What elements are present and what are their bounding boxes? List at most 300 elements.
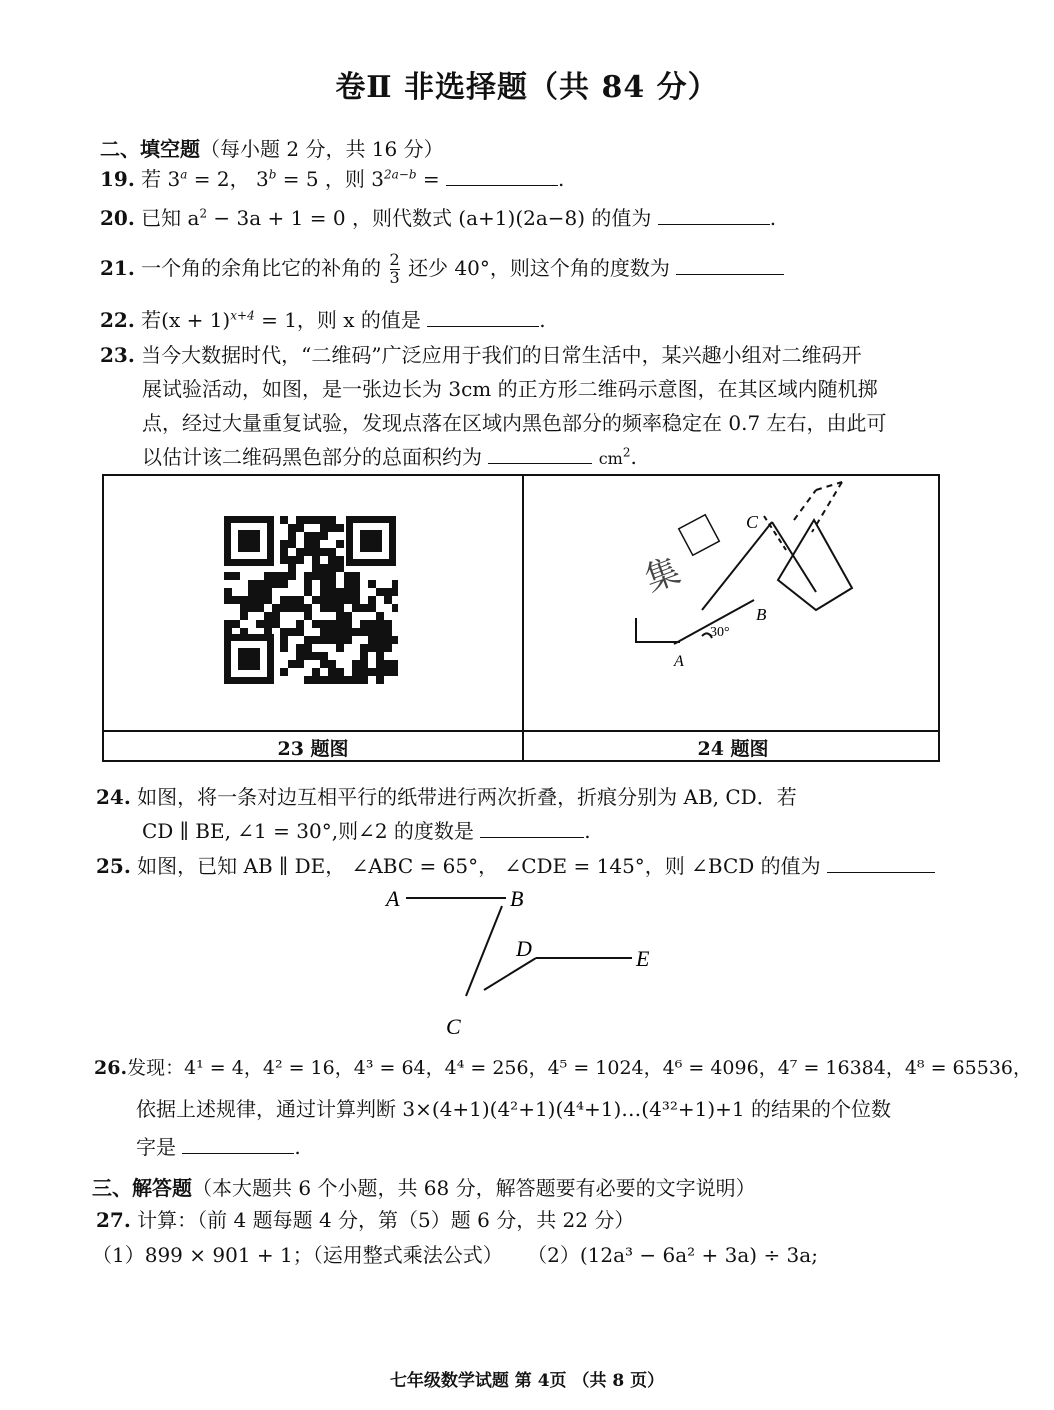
qr-module (360, 628, 368, 636)
question-19 (100, 166, 564, 192)
qr-module (384, 636, 392, 644)
qr-module (272, 580, 280, 588)
q19-sup-a: a (180, 167, 188, 182)
question-26 (94, 1056, 1032, 1081)
segment-cd (484, 958, 536, 990)
question-23-number: 23. (100, 343, 135, 367)
qr-module (336, 588, 344, 596)
figure-table-caption-line (104, 730, 938, 732)
qr-module (384, 644, 392, 652)
qr-module (336, 524, 344, 532)
label-b: B (756, 605, 767, 624)
page-title: 卷Ⅱ 非选择题（共 84 分） (335, 70, 719, 105)
q23-unit: cm (598, 449, 623, 468)
qr-module (344, 628, 352, 636)
qr-module (224, 572, 232, 580)
qr-module (256, 604, 264, 612)
label-a: A (674, 653, 684, 670)
q23-unit-sup: 2 (622, 445, 631, 460)
qr-module (336, 604, 344, 612)
qr-module (352, 660, 360, 668)
qr-module (328, 660, 336, 668)
answer-blank-22[interactable] (427, 308, 539, 327)
qr-module (336, 556, 344, 564)
question-25-number: 25. (96, 854, 131, 878)
q26-line-2: 依据上述规律，通过计算判断 3×(4+1)(4²+1)(4⁴+1)…(4³²+1)+1 的结果的个位数 (136, 1097, 891, 1121)
qr-module (296, 524, 304, 532)
qr-module (376, 660, 384, 668)
qr-module (328, 676, 336, 684)
qr-module (328, 516, 336, 524)
qr-module (280, 548, 288, 556)
qr-module (328, 620, 336, 628)
q26-line-1: 发现：4¹ = 4，4² = 16，4³ = 64，4⁴ = 256，4⁵ = 1024，4⁶ = 4096，4⁷ = 16384，4⁸ = 65536， (127, 1057, 1032, 1079)
qr-module (352, 604, 360, 612)
qr-module (368, 628, 376, 636)
qr-module (336, 620, 344, 628)
qr-module (328, 628, 336, 636)
q21-text-a: 一个角的余角比它的补角的 (141, 255, 382, 280)
label-point-e: E (636, 946, 650, 971)
qr-module (360, 676, 368, 684)
qr-module (344, 636, 352, 644)
qr-module (312, 572, 320, 580)
q24-line-2-row (142, 818, 591, 844)
qr-finder-top-right (346, 516, 396, 566)
qr-module (280, 572, 288, 580)
q24-line-1: 如图，将一条对边互相平行的纸带进行两次折叠，折痕分别为 AB, CD．若 (137, 785, 797, 809)
q26-line-3-row (136, 1134, 301, 1160)
q19-text-b: = 2， 3 (187, 167, 269, 191)
qr-module (272, 612, 280, 620)
qr-module (264, 580, 272, 588)
qr-module (320, 660, 328, 668)
qr-module (352, 676, 360, 684)
qr-module (368, 604, 376, 612)
fraction-denominator: 3 (389, 267, 400, 287)
qr-module (344, 596, 352, 604)
qr-module (352, 572, 360, 580)
qr-module (376, 628, 384, 636)
caption-figure-23: 23 题图 (277, 738, 349, 760)
q26-end: . (294, 1135, 301, 1159)
qr-finder-top-left (224, 516, 274, 566)
paper-strip-fold-figure (524, 460, 938, 728)
question-23 (100, 342, 862, 368)
qr-module (272, 572, 280, 580)
qr-module (328, 588, 336, 596)
qr-module (320, 636, 328, 644)
fold-line-cd (764, 516, 786, 550)
qr-module (264, 596, 272, 604)
qr-module (352, 596, 360, 604)
strip-edge-bottom (636, 618, 680, 642)
qr-module (296, 548, 304, 556)
qr-module (368, 636, 376, 644)
qr-module (320, 516, 328, 524)
qr-module (336, 676, 344, 684)
qr-module (328, 580, 336, 588)
qr-module (328, 604, 336, 612)
qr-module (320, 620, 328, 628)
q19-end: . (558, 167, 565, 191)
qr-module (352, 628, 360, 636)
qr-module (320, 532, 328, 540)
q20-sup-a: 2 (199, 206, 208, 221)
question-19-number: 19. (100, 167, 135, 191)
question-22 (100, 307, 546, 333)
qr-module (296, 516, 304, 524)
question-20 (100, 205, 776, 231)
q19-sup-b: b (268, 167, 277, 182)
q23-line-3-row (142, 410, 887, 436)
qr-module (304, 548, 312, 556)
qr-module (344, 612, 352, 620)
q25-text: 如图，已知 AB ∥ DE， ∠ABC = 65°， ∠CDE = 145°，则 ∠BCD 的值为 (137, 854, 821, 878)
fraction-two-thirds (390, 252, 400, 287)
qr-module (280, 596, 288, 604)
qr-module (384, 588, 392, 596)
qr-module (280, 628, 288, 636)
qr-module (336, 596, 344, 604)
q23-line-2-row (142, 376, 878, 402)
qr-module (360, 652, 368, 660)
q19-text-d: = (416, 167, 440, 191)
qr-module (328, 548, 336, 556)
answer-blank-19[interactable] (446, 167, 558, 186)
qr-module (368, 620, 376, 628)
section-3-label: 三、解答题 (92, 1176, 192, 1200)
qr-module (304, 532, 312, 540)
answer-blank-21[interactable] (676, 256, 784, 275)
qr-module (352, 668, 360, 676)
qr-module (280, 556, 288, 564)
qr-module (344, 676, 352, 684)
qr-module (384, 628, 392, 636)
qr-module (320, 572, 328, 580)
section-2-note: （每小题 2 分，共 16 分） (200, 137, 444, 161)
q19-sup-c: 2a−b (384, 167, 417, 182)
qr-module (224, 628, 232, 636)
qr-module (368, 644, 376, 652)
qr-module (256, 620, 264, 628)
qr-module (304, 604, 312, 612)
q20-text-a: 已知 a (141, 206, 200, 230)
qr-module (304, 636, 312, 644)
page-footer: 七年级数学试题 第 4页 （共 8 页） (389, 1371, 665, 1391)
section-3-heading (92, 1172, 756, 1201)
q23-line-3: 点，经过大量重复试验，发现点落在区域内黑色部分的频率稳定在 0.7 左右，由此可 (142, 411, 887, 435)
qr-module (304, 572, 312, 580)
qr-module (272, 604, 280, 612)
qr-module (384, 668, 392, 676)
qr-module (344, 620, 352, 628)
q27-part-2: （2）(12a³ − 6a² + 3a) ÷ 3a; (527, 1243, 818, 1267)
stamp-box (679, 515, 720, 556)
qr-finder-bottom-left (224, 634, 274, 684)
qr-module (328, 596, 336, 604)
qr-module (288, 524, 296, 532)
qr-module (288, 556, 296, 564)
q24-line-2: CD ∥ BE, ∠1 = 30°,则∠2 的度数是 (142, 819, 474, 843)
qr-module (312, 668, 320, 676)
qr-module (280, 604, 288, 612)
angle-label: 30° (710, 625, 730, 640)
question-24 (96, 784, 797, 810)
qr-module (224, 596, 232, 604)
qr-module (312, 540, 320, 548)
qr-module (304, 652, 312, 660)
answer-blank-25[interactable] (827, 854, 935, 873)
label-c: C (746, 512, 759, 532)
qr-module (320, 676, 328, 684)
qr-module (288, 540, 296, 548)
qr-module (280, 668, 288, 676)
strip-edge-left (702, 522, 772, 610)
qr-module (336, 540, 344, 548)
qr-module (376, 676, 384, 684)
qr-module (232, 572, 240, 580)
qr-module (288, 604, 296, 612)
q22-text-b: = 1，则 x 的值是 (254, 308, 421, 332)
qr-module (296, 604, 304, 612)
qr-module (232, 596, 240, 604)
qr-module (264, 572, 272, 580)
question-22-number: 22. (100, 308, 135, 332)
qr-module (376, 612, 384, 620)
caption-figure-24: 24 题图 (697, 738, 769, 760)
qr-module (296, 620, 304, 628)
qr-module (368, 668, 376, 676)
label-point-c: C (446, 1014, 461, 1039)
q20-text-b: − 3a + 1 = 0 ，则代数式 (a+1)(2a−8) 的值为 (207, 206, 652, 230)
qr-module (376, 588, 384, 596)
qr-module (280, 540, 288, 548)
folded-part (778, 520, 852, 610)
qr-module (224, 620, 232, 628)
qr-module (280, 580, 288, 588)
figure-table (102, 474, 940, 762)
q27-text: 计算：（前 4 题每题 4 分，第（5）题 6 分，共 22 分） (137, 1208, 635, 1232)
qr-module (336, 636, 344, 644)
qr-module (280, 636, 288, 644)
qr-module (304, 644, 312, 652)
qr-module (312, 556, 320, 564)
qr-module (304, 540, 312, 548)
q19-text-c: = 5 ，则 3 (276, 167, 385, 191)
qr-module (304, 676, 312, 684)
qr-module (328, 524, 336, 532)
qr-module (296, 652, 304, 660)
qr-module (312, 652, 320, 660)
qr-module (360, 604, 368, 612)
qr-module (312, 636, 320, 644)
question-25 (96, 853, 935, 879)
qr-module (264, 612, 272, 620)
question-27-number: 27. (96, 1208, 131, 1232)
q27-parts (92, 1242, 818, 1268)
answer-blank-24[interactable] (480, 819, 584, 838)
fraction-numerator: 2 (389, 250, 400, 269)
qr-module (352, 580, 360, 588)
qr-module (248, 604, 256, 612)
qr-module (256, 588, 264, 596)
qr-module (392, 668, 398, 676)
qr-module (320, 524, 328, 532)
qr-module (352, 588, 360, 596)
qr-module (248, 596, 256, 604)
qr-module (384, 620, 392, 628)
qr-module (392, 660, 398, 668)
q23-line-1: 当今大数据时代，“二维码”广泛应用于我们的日常生活中，某兴趣小组对二维码开 (141, 343, 862, 367)
q26-line-3: 字是 (136, 1135, 176, 1159)
label-point-b: B (510, 886, 524, 911)
q26-line-2-row (136, 1096, 891, 1122)
qr-module (360, 660, 368, 668)
qr-module (296, 644, 304, 652)
section-3-note: （本大题共 6 个小题，共 68 分，解答题要有必要的文字说明） (192, 1176, 756, 1200)
qr-module (376, 668, 384, 676)
qr-module (296, 556, 304, 564)
qr-module (328, 572, 336, 580)
qr-module (392, 588, 398, 596)
qr-module (264, 588, 272, 596)
q22-text-a: 若(x + 1) (141, 308, 231, 332)
label-point-a: A (386, 886, 400, 911)
qr-module (280, 644, 288, 652)
q23-line-2: 展试验活动，如图，是一张边长为 3cm 的正方形二维码示意图，在其区域内随机掷 (142, 377, 878, 401)
qr-module (288, 660, 296, 668)
qr-module (360, 620, 368, 628)
qr-module (392, 580, 398, 588)
qr-module (304, 516, 312, 524)
qr-module (256, 596, 264, 604)
qr-module (296, 628, 304, 636)
parallel-lines-figure (380, 880, 680, 1042)
qr-module (376, 636, 384, 644)
qr-module (288, 532, 296, 540)
qr-module (264, 620, 272, 628)
qr-module (360, 644, 368, 652)
qr-module (376, 652, 384, 660)
qr-module (368, 580, 376, 588)
qr-module (368, 596, 376, 604)
q23-line-4: 以估计该二维码黑色部分的总面积约为 (142, 445, 482, 469)
qr-module (312, 516, 320, 524)
qr-module (384, 596, 392, 604)
qr-module (232, 620, 240, 628)
question-21-number: 21. (100, 255, 135, 280)
qr-module (288, 596, 296, 604)
qr-module (336, 564, 344, 572)
qr-module (312, 596, 320, 604)
qr-module (312, 676, 320, 684)
qr-module (328, 564, 336, 572)
qr-module (312, 548, 320, 556)
label-point-d: D (516, 936, 532, 961)
qr-module (320, 548, 328, 556)
question-27 (96, 1207, 634, 1233)
q22-end: . (539, 308, 546, 332)
q22-sup-a: x+4 (230, 308, 255, 323)
qr-module (248, 588, 256, 596)
section-2-label: 二、填空题 (100, 137, 200, 161)
qr-module (296, 596, 304, 604)
question-24-number: 24. (96, 785, 131, 809)
qr-module (280, 516, 288, 524)
qr-module (336, 668, 344, 676)
q20-end: . (769, 206, 777, 230)
qr-module (288, 564, 296, 572)
qr-module (328, 636, 336, 644)
qr-module (288, 628, 296, 636)
qr-module (336, 628, 344, 636)
qr-module (240, 596, 248, 604)
section-2-heading (100, 133, 444, 162)
dashed-edge-1 (794, 490, 816, 520)
q23-end: . (630, 445, 637, 469)
qr-module (320, 628, 328, 636)
qr-module (240, 612, 248, 620)
qr-module (320, 580, 328, 588)
qr-module (304, 612, 312, 620)
qr-module (264, 628, 272, 636)
q19-text-a: 若 3 (141, 167, 181, 191)
qr-code-figure (222, 514, 398, 686)
question-26-number: 26. (94, 1057, 128, 1079)
qr-module (376, 620, 384, 628)
qr-module (320, 588, 328, 596)
qr-module (304, 580, 312, 588)
qr-module (296, 660, 304, 668)
q27-part-1: （1）899 × 901 + 1；（运用整式乘法公式） (92, 1243, 503, 1267)
qr-module (360, 668, 368, 676)
qr-module (328, 668, 336, 676)
qr-module (392, 636, 398, 644)
qr-module (304, 588, 312, 596)
qr-module (376, 644, 384, 652)
qr-module (240, 604, 248, 612)
qr-module (392, 604, 398, 612)
qr-module (312, 532, 320, 540)
qr-module (344, 588, 352, 596)
qr-module (312, 564, 320, 572)
qr-module (320, 564, 328, 572)
qr-module (272, 620, 280, 628)
qr-module (312, 620, 320, 628)
qr-module (320, 652, 328, 660)
q24-end: . (584, 819, 591, 843)
qr-module (344, 580, 352, 588)
qr-module (224, 588, 232, 596)
question-20-number: 20. (100, 206, 135, 230)
qr-module (336, 644, 344, 652)
dashed-edge-2 (816, 482, 842, 490)
question-21 (100, 252, 784, 287)
qr-module (384, 660, 392, 668)
qr-module (328, 556, 336, 564)
qr-module (320, 604, 328, 612)
qr-module (344, 572, 352, 580)
qr-module (256, 580, 264, 588)
qr-module (336, 612, 344, 620)
stamp-character: 集 (639, 550, 686, 601)
qr-module (320, 596, 328, 604)
answer-blank-20[interactable] (658, 206, 770, 225)
qr-module (288, 572, 296, 580)
answer-blank-26[interactable] (182, 1135, 294, 1154)
qr-module (240, 628, 248, 636)
